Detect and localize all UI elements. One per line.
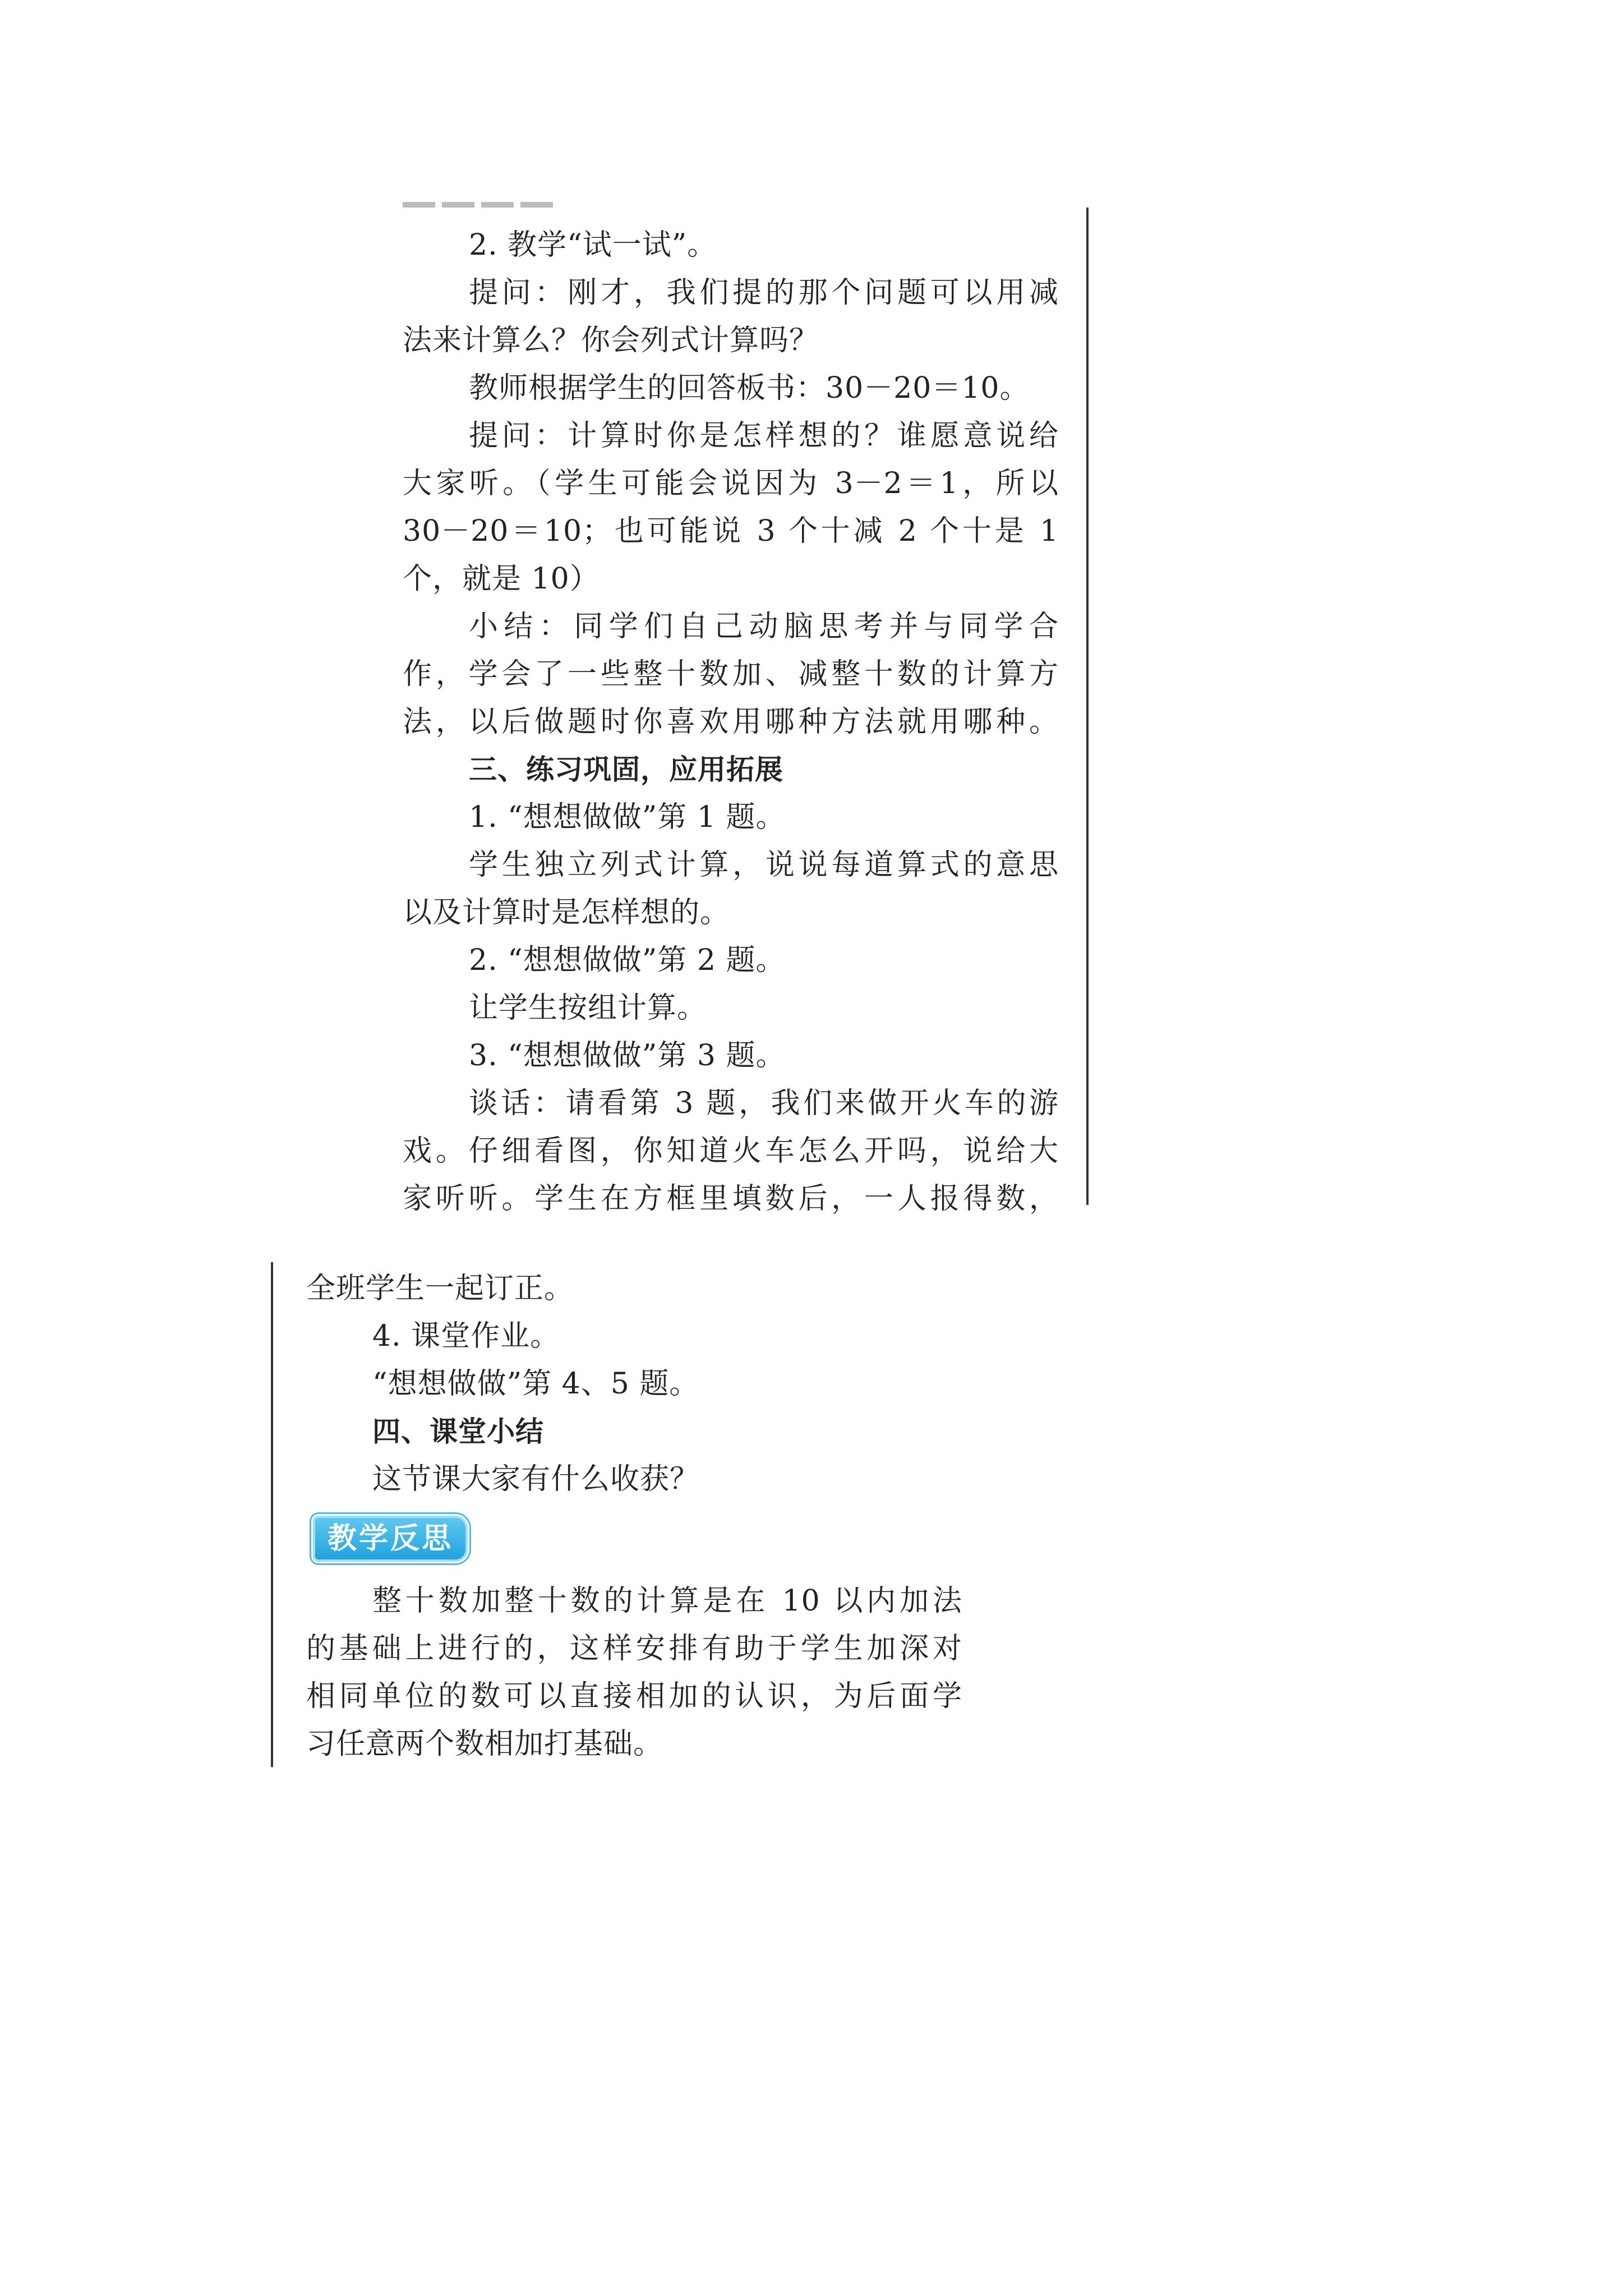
step-2-heading: 2. 教学“试一试”。	[469, 228, 717, 262]
reflection-line: 整十数加整十数的计算是在 10 以内加法	[372, 1584, 962, 1618]
text-line: 提问：刚才，我们提的那个问题可以用减	[469, 276, 1059, 310]
reflection-line: 的基础上进行的，这样安排有助于学生加深对	[306, 1632, 962, 1665]
lower-text-column	[306, 1265, 962, 1768]
text-line: “想想做做”第 4、5 题。	[372, 1367, 699, 1401]
cropped-text-fragment	[403, 197, 577, 208]
text-line: 戏。仔细看图，你知道火车怎么开吗，说给大	[403, 1134, 1059, 1168]
text-line: 这节课大家有什么收获？	[372, 1462, 700, 1496]
exercise-2-heading: 2. “想想做做”第 2 题。	[469, 944, 786, 977]
exercise-3-heading: 3. “想想做做”第 3 题。	[469, 1039, 786, 1073]
text-line: 家听听。学生在方框里填数后，一人报得数，	[403, 1182, 1059, 1216]
section-heading-summary: 四、课堂小结	[372, 1415, 544, 1448]
reflection-badge-row	[306, 1516, 962, 1572]
step-4-heading: 4. 课堂作业。	[372, 1319, 560, 1353]
section-heading-practice: 三、练习巩固，应用拓展	[469, 753, 783, 786]
text-line: 小结：同学们自己动脑思考并与同学合	[469, 610, 1059, 643]
text-line: 法来计算么？你会列式计算吗？	[403, 324, 819, 357]
text-line: 让学生按组计算。	[469, 991, 707, 1025]
text-line: 教师根据学生的回答板书：30－20＝10。	[469, 371, 1030, 405]
reflection-line: 习任意两个数相加打基础。	[306, 1727, 663, 1761]
exercise-1-heading: 1. “想想做做”第 1 题。	[469, 800, 786, 834]
reflection-line: 相同单位的数可以直接相加的认识，为后面学	[306, 1680, 962, 1713]
text-line: 30－20＝10；也可能说 3 个十减 2 个十是 1	[403, 514, 1059, 548]
text-line: 作，学会了一些整十数加、减整十数的计算方	[403, 657, 1059, 691]
text-line: 法，以后做题时你喜欢用哪种方法就用哪种。	[403, 705, 1059, 739]
text-line: 谈话：请看第 3 题，我们来做开火车的游	[469, 1087, 1059, 1120]
text-line: 学生独立列式计算，说说每道算式的意思	[469, 848, 1059, 882]
text-line: 提问：计算时你是怎样想的？谁愿意说给	[469, 419, 1059, 453]
text-line: 大家听。（学生可能会说因为 3－2＝1，所以	[403, 467, 1059, 500]
upper-text-column	[403, 222, 1059, 1223]
text-line: 个，就是 10）	[403, 562, 600, 596]
reflection-badge: 教学反思	[313, 1516, 468, 1562]
text-line: 全班学生一起订正。	[306, 1272, 574, 1305]
text-line: 以及计算时是怎样想的。	[403, 896, 730, 930]
column-rule	[1086, 208, 1089, 1205]
column-rule	[271, 1262, 273, 1767]
